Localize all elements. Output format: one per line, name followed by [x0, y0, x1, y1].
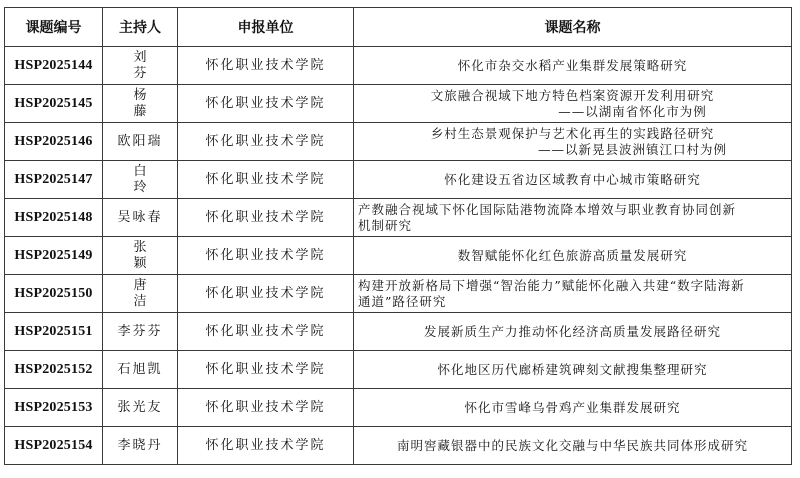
title-line: 产教融合视域下怀化国际陆港物流降本增效与职业教育协同创新 [358, 201, 737, 217]
header-project-id: 课题编号 [5, 8, 103, 47]
cell-host: 张光友 [103, 389, 178, 427]
table-row [5, 199, 792, 237]
table-row [5, 275, 792, 313]
table-row [5, 237, 792, 275]
cell-project-id: HSP2025154 [5, 427, 103, 465]
title-line-2: 机制研究 [358, 217, 413, 233]
cell-project-id: HSP2025145 [5, 85, 103, 123]
cell-title [354, 389, 792, 427]
title-line: 数智赋能怀化红色旅游高质量发展研究 [457, 247, 688, 263]
table-body [5, 47, 792, 465]
cell-host: 刘 芬 [103, 47, 178, 85]
header-row [5, 8, 792, 47]
header-host: 主持人 [103, 8, 178, 47]
cell-title [354, 161, 792, 199]
cell-project-id: HSP2025153 [5, 389, 103, 427]
table-row [5, 351, 792, 389]
title-line: 怀化市雪峰乌骨鸡产业集群发展研究 [464, 399, 681, 415]
cell-project-id: HSP2025152 [5, 351, 103, 389]
cell-unit: 怀化职业技术学院 [178, 85, 354, 123]
cell-title [354, 199, 792, 237]
project-table-container [4, 7, 791, 465]
cell-title [354, 275, 792, 313]
header-unit: 申报单位 [178, 8, 354, 47]
cell-unit: 怀化职业技术学院 [178, 275, 354, 313]
cell-host: 吴咏春 [103, 199, 178, 237]
title-line-2: ——以湖南省怀化市为例 [558, 103, 707, 119]
title-line-2: ——以新晃县波洲镇江口村为例 [537, 141, 727, 157]
table-row [5, 85, 792, 123]
table-row [5, 161, 792, 199]
title-line: 乡村生态景观保护与艺术化再生的实践路径研究 [430, 125, 715, 141]
table-row [5, 389, 792, 427]
cell-title [354, 427, 792, 465]
title-line-2: 通道”路径研究 [358, 293, 447, 309]
cell-project-id: HSP2025150 [5, 275, 103, 313]
cell-project-id: HSP2025147 [5, 161, 103, 199]
cell-title [354, 47, 792, 85]
header-title: 课题名称 [354, 8, 792, 47]
cell-title [354, 313, 792, 351]
title-line: 发展新质生产力推动怀化经济高质量发展路径研究 [423, 323, 721, 339]
cell-unit: 怀化职业技术学院 [178, 123, 354, 161]
cell-unit: 怀化职业技术学院 [178, 237, 354, 275]
cell-host: 张 颖 [103, 237, 178, 275]
cell-unit: 怀化职业技术学院 [178, 389, 354, 427]
cell-project-id: HSP2025146 [5, 123, 103, 161]
cell-project-id: HSP2025144 [5, 47, 103, 85]
cell-host: 白 玲 [103, 161, 178, 199]
table-row [5, 313, 792, 351]
title-line: 怀化市杂交水稻产业集群发展策略研究 [457, 57, 688, 73]
title-line: 构建开放新格局下增强“智治能力”赋能怀化融入共建“数字陆海新 [358, 277, 745, 293]
cell-host: 李晓丹 [103, 427, 178, 465]
cell-title [354, 351, 792, 389]
table-row [5, 47, 792, 85]
cell-project-id: HSP2025151 [5, 313, 103, 351]
title-line: 怀化地区历代廊桥建筑碑刻文献搜集整理研究 [437, 361, 708, 377]
cell-host: 石旭凯 [103, 351, 178, 389]
cell-host: 杨 藤 [103, 85, 178, 123]
cell-host: 唐 洁 [103, 275, 178, 313]
cell-project-id: HSP2025149 [5, 237, 103, 275]
table-row [5, 427, 792, 465]
table-row [5, 123, 792, 161]
title-line: 怀化建设五省边区域教育中心城市策略研究 [444, 171, 701, 187]
cell-unit: 怀化职业技术学院 [178, 351, 354, 389]
cell-title [354, 123, 792, 161]
cell-title [354, 85, 792, 123]
cell-unit: 怀化职业技术学院 [178, 47, 354, 85]
project-table [4, 7, 792, 465]
cell-unit: 怀化职业技术学院 [178, 313, 354, 351]
title-line: 南明窖藏银器中的民族文化交融与中华民族共同体形成研究 [396, 437, 748, 453]
cell-host: 李芬芬 [103, 313, 178, 351]
cell-unit: 怀化职业技术学院 [178, 199, 354, 237]
title-line: 文旅融合视域下地方特色档案资源开发利用研究 [430, 87, 715, 103]
cell-title [354, 237, 792, 275]
cell-unit: 怀化职业技术学院 [178, 161, 354, 199]
cell-project-id: HSP2025148 [5, 199, 103, 237]
cell-host: 欧阳瑞 [103, 123, 178, 161]
cell-unit: 怀化职业技术学院 [178, 427, 354, 465]
